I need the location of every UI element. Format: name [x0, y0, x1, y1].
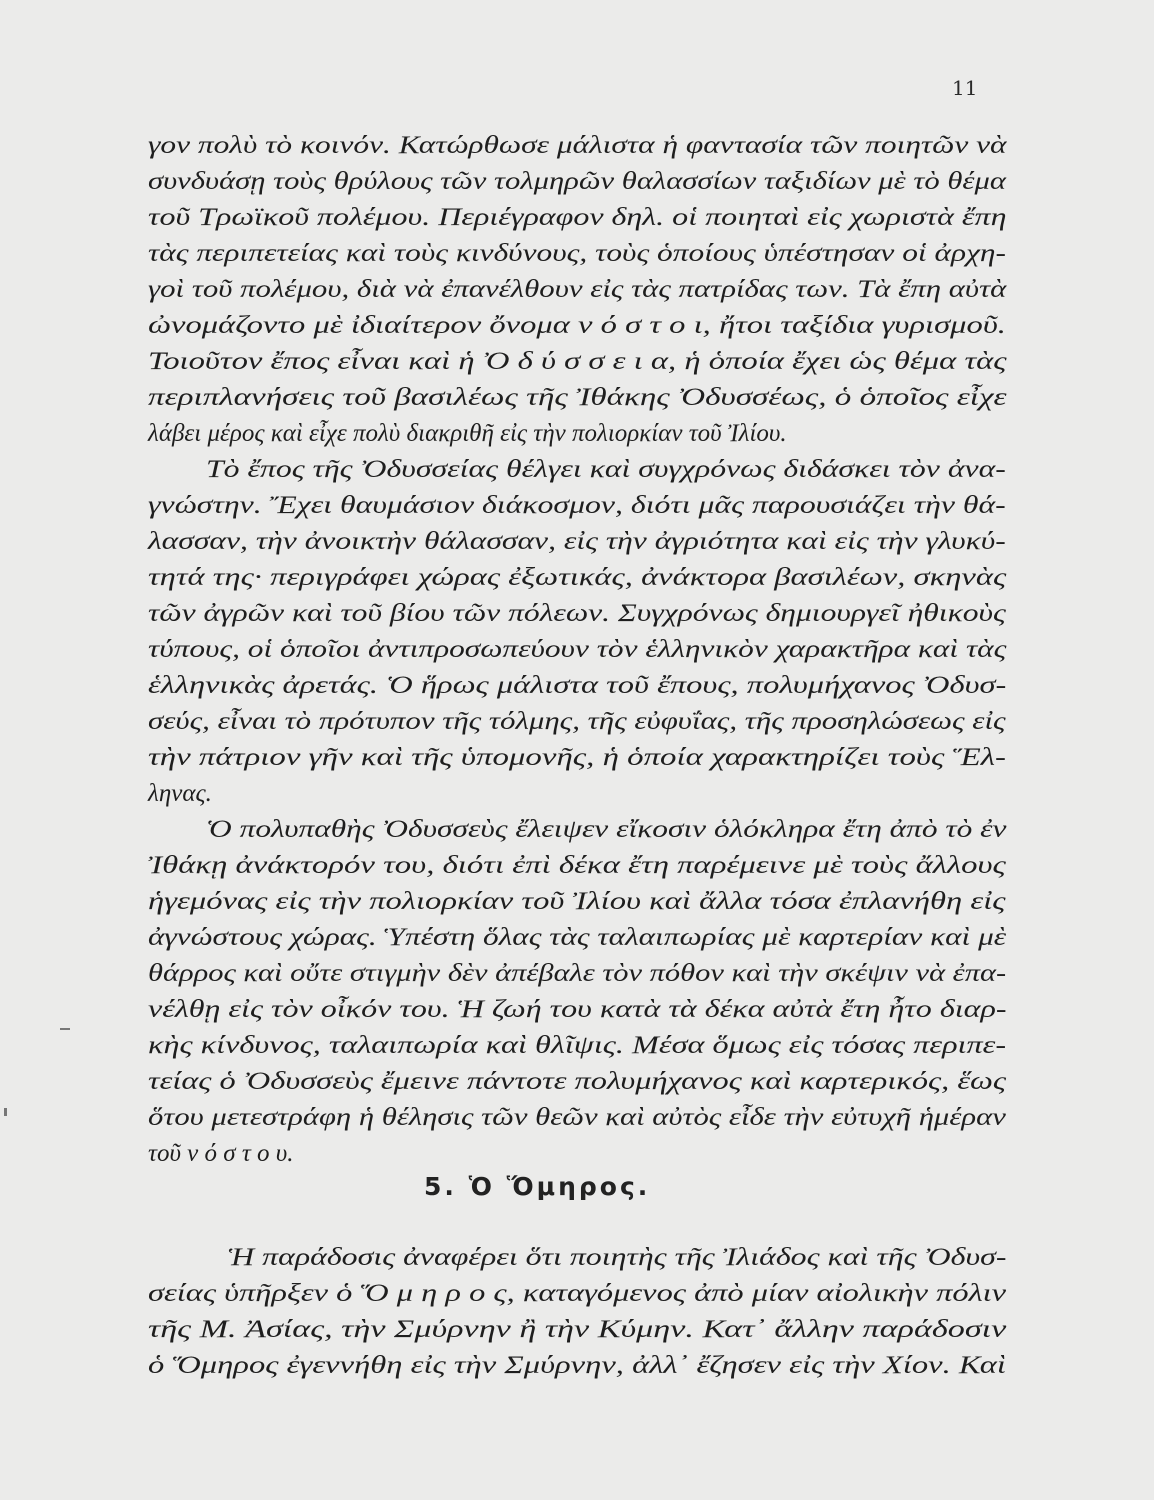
- section-heading: 5. Ὁ Ὅμηρος.: [424, 1172, 651, 1201]
- text-line: Τὸ ἔπος τῆς Ὀδυσσείας θέλγει καὶ συγχρόνως διδάσκει τὸν ἀνα-: [206, 456, 1006, 483]
- text-line: ἀγνώστους χώρας. Ὑπέστη ὅλας τὰς ταλαιπωρίας μὲ καρτερίαν καὶ μὲ: [148, 924, 1007, 951]
- text-line: γνώστην. Ἔχει θαυμάσιον διάκοσμον, διότι μᾶς παρουσιάζει τὴν θά-: [148, 492, 1006, 519]
- text-line: ὁ Ὅμηρος ἐγεννήθη εἰς τὴν Σμύρνην, ἀλλ᾿ ἔζησεν εἰς τὴν Χίον. Καὶ: [148, 1352, 1006, 1379]
- text-line: σεύς, εἶναι τὸ πρότυπον τῆς τόλμης, τῆς εὐφυΐας, τῆς προσηλώσεως εἰς: [148, 708, 1006, 735]
- text-line: τῆς Μ. Ἀσίας, τὴν Σμύρνην ἢ τὴν Κύμην. Κατ᾿ ἄλλην παράδοσιν: [148, 1316, 1007, 1343]
- text-line: γοὶ τοῦ πολέμου, διὰ νὰ ἐπανέλθουν εἰς τὰς πατρίδας των. Τὰ ἔπη αὐτὰ: [148, 276, 1007, 303]
- scan-mark: [4, 1108, 7, 1116]
- text-line: τύπους, οἱ ὁποῖοι ἀντιπροσωπεύουν τὸν ἑλληνικὸν χαρακτῆρα καὶ τὰς: [148, 636, 1007, 663]
- text-line: τητά της· περιγράφει χώρας ἐξωτικάς, ἀνάκτορα βασιλέων, σκηνὰς: [148, 564, 1007, 591]
- text-line: Ἰθάκῃ ἀνάκτορόν του, διότι ἐπὶ δέκα ἔτη παρέμεινε μὲ τοὺς ἄλλους: [148, 852, 1006, 879]
- text-line: τὴν πάτριον γῆν καὶ τῆς ὑπομονῆς, ἡ ὁποία χαρακτηρίζει τοὺς Ἕλ-: [148, 744, 1006, 771]
- scan-mark: [60, 1028, 70, 1030]
- text-line: θάρρος καὶ οὔτε στιγμὴν δὲν ἀπέβαλε τὸν πόθον καὶ τὴν σκέψιν νὰ ἐπα-: [148, 960, 1007, 987]
- text-line: ὅτου μετεστράφη ἡ θέλησις τῶν θεῶν καὶ αὐτὸς εἶδε τὴν εὐτυχῆ ἡμέραν: [148, 1104, 1006, 1131]
- text-line: τὰς περιπετείας καὶ τοὺς κινδύνους, τοὺς ὁποίους ὑπέστησαν οἱ ἀρχη-: [148, 240, 1006, 267]
- text-line: τείας ὁ Ὀδυσσεὺς ἔμεινε πάντοτε πολυμήχανος καὶ καρτερικός, ἕως: [148, 1068, 1007, 1095]
- text-line: λάβει μέρος καὶ εἶχε πολὺ διακριθῆ εἰς τὴν πολιορκίαν τοῦ Ἰλίου.: [148, 420, 787, 447]
- text-line: Τοιοῦτον ἔπος εἶναι καὶ ἡ Ὀ δ ύ σ σ ε ι α, ἡ ὁποία ἔχει ὡς θέμα τὰς: [148, 348, 1007, 375]
- text-line: Ἡ παράδοσις ἀναφέρει ὅτι ποιητὴς τῆς Ἰλιάδος καὶ τῆς Ὀδυσ-: [228, 1244, 1007, 1271]
- text-line: νέλθῃ εἰς τὸν οἶκόν του. Ἡ ζωή του κατὰ τὰ δέκα αὐτὰ ἔτη ἦτο διαρ-: [148, 996, 1007, 1023]
- text-line: περιπλανήσεις τοῦ βασιλέως τῆς Ἰθάκης Ὀδυσσέως, ὁ ὁποῖος εἶχε: [148, 384, 1007, 411]
- text-line: Ὁ πολυπαθὴς Ὀδυσσεὺς ἔλειψεν εἴκοσιν ὁλόκληρα ἔτη ἀπὸ τὸ ἐν: [206, 816, 1007, 843]
- page-number: 11: [952, 76, 978, 100]
- text-line: τῶν ἀγρῶν καὶ τοῦ βίου τῶν πόλεων. Συγχρόνως δημιουργεῖ ἠθικοὺς: [148, 600, 1006, 627]
- text-line: ὠνομάζοντο μὲ ἰδιαίτερον ὄνομα ν ό σ τ ο ι, ἤτοι ταξίδια γυρισμοῦ.: [148, 312, 1006, 339]
- text-line: συνδυάσῃ τοὺς θρύλους τῶν τολμηρῶν θαλασσίων ταξιδίων μὲ τὸ θέμα: [148, 168, 1006, 195]
- text-line: ληνας.: [148, 780, 212, 807]
- text-line: γον πολὺ τὸ κοινόν. Κατώρθωσε μάλιστα ἡ φαντασία τῶν ποιητῶν νὰ: [148, 132, 1007, 159]
- text-line: λασσαν, τὴν ἀνοικτὴν θάλασσαν, εἰς τὴν ἀγριότητα καὶ εἰς τὴν γλυκύ-: [148, 528, 1006, 555]
- text-line: ἑλληνικὰς ἀρετάς. Ὁ ἥρως μάλιστα τοῦ ἔπους, πολυμήχανος Ὀδυσ-: [148, 672, 1007, 699]
- text-line: ἡγεμόνας εἰς τὴν πολιορκίαν τοῦ Ἰλίου καὶ ἄλλα τόσα ἐπλανήθη εἰς: [148, 888, 1006, 915]
- text-line: σείας ὑπῆρξεν ὁ Ὅ μ η ρ ο ς, καταγόμενος ἀπὸ μίαν αἰολικὴν πόλιν: [148, 1280, 1007, 1307]
- text-line: τοῦ ν ό σ τ ο υ.: [148, 1140, 294, 1167]
- text-line: κὴς κίνδυνος, ταλαιπωρία καὶ θλῖψις. Μέσα ὅμως εἰς τόσας περιπε-: [148, 1032, 1007, 1059]
- text-line: τοῦ Τρωϊκοῦ πολέμου. Περιέγραφον δηλ. οἱ ποιηταὶ εἰς χωριστὰ ἔπη: [148, 204, 1007, 231]
